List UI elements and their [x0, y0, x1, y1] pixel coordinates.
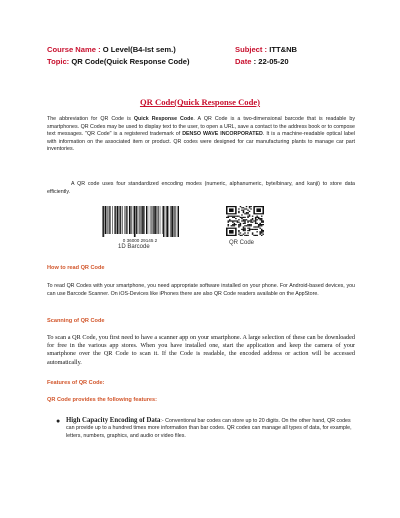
feature-text: :- Conventional bar codes can store up to 20 digits. On the other hand, QR codes can provide up to a hundred times more information than bar codes. QR codes can manage all types of data, for example, letters, numbers, graphics, and audio or video files. — [66, 418, 352, 439]
date-line — [235, 57, 289, 67]
how-to-read-heading: How to read QR Code — [47, 265, 105, 271]
topic-label: Topic: — [47, 57, 70, 66]
encoding-paragraph: A QR code uses four standardized encoding modes (numeric, alphanumeric, byte/binary, and kanji) to store data efficiently. — [47, 181, 355, 195]
intro-text-a: The abbreviation for QR Code is — [47, 116, 134, 122]
subject-label: Subject : — [235, 45, 268, 54]
course-value: O Level(B4-Ist sem.) — [102, 45, 176, 54]
how-to-read-text: To read QR Codes with your smartphone, you need appropriate software installed on your phone. For Android-based devices, you can use Barcode Scanner. On iOS-Devices like iPhones there are also QR Code readers available on the AppStore. — [47, 283, 355, 297]
intro-bold-term: Quick Response Code — [133, 116, 194, 122]
barcode-caption: 1D Barcode — [118, 244, 150, 250]
scanning-text: To scan a QR Code, you first need to have a scanner app on your smartphone. A large selection of these can be downloaded for free in the various app stores. When you have installed one, start the application and keep the camera of your smartphone over the QR Code to scan it. If the Code is readable, the encoded address or action will be accessed automatically. — [47, 334, 355, 366]
barcode-image — [98, 205, 183, 243]
date-label: Date — [235, 57, 252, 66]
topic-value: QR Code(Quick Response Code) — [71, 57, 190, 66]
qr-code-image — [226, 206, 264, 236]
intro-paragraph — [47, 116, 355, 154]
features-heading: Features of QR Code: — [47, 380, 105, 386]
intro-bold-company: DENSO WAVE INCORPORATED — [182, 131, 263, 138]
intro-text-e: . It is a machine-readable optical label with information on the associated item or product. QR codes were designed for car manufacturing plants to manage car part inventories. — [47, 131, 355, 153]
intro-text-c: . A QR Code is a two-dimensional barcode that is readable by smartphones. QR Codes may be used to display text to the user, to open a URL, save a contact to the address book or to compose text messages. "QR Code" is a registered trademark of — [47, 116, 355, 138]
date-value: : 22-05-20 — [253, 57, 289, 66]
course-label: Course Name : — [47, 45, 101, 54]
feature-lead: High Capacity Encoding of Data — [66, 417, 161, 424]
subject-line — [235, 45, 297, 55]
bullet-dot-icon: ● — [56, 418, 61, 425]
features-subheading: QR Code provides the following features: — [47, 397, 158, 403]
subject-value: ITT&NB — [269, 45, 298, 54]
scanning-heading: Scanning of QR Code — [47, 318, 105, 324]
qr-caption: QR Code — [229, 240, 255, 246]
feature-bullet-item — [56, 417, 358, 440]
page-title: QR Code(Quick Response Code) — [139, 97, 261, 107]
course-line — [47, 45, 176, 55]
topic-line — [47, 57, 190, 67]
barcode-digits: 0 36000 29145 2 — [122, 238, 158, 243]
